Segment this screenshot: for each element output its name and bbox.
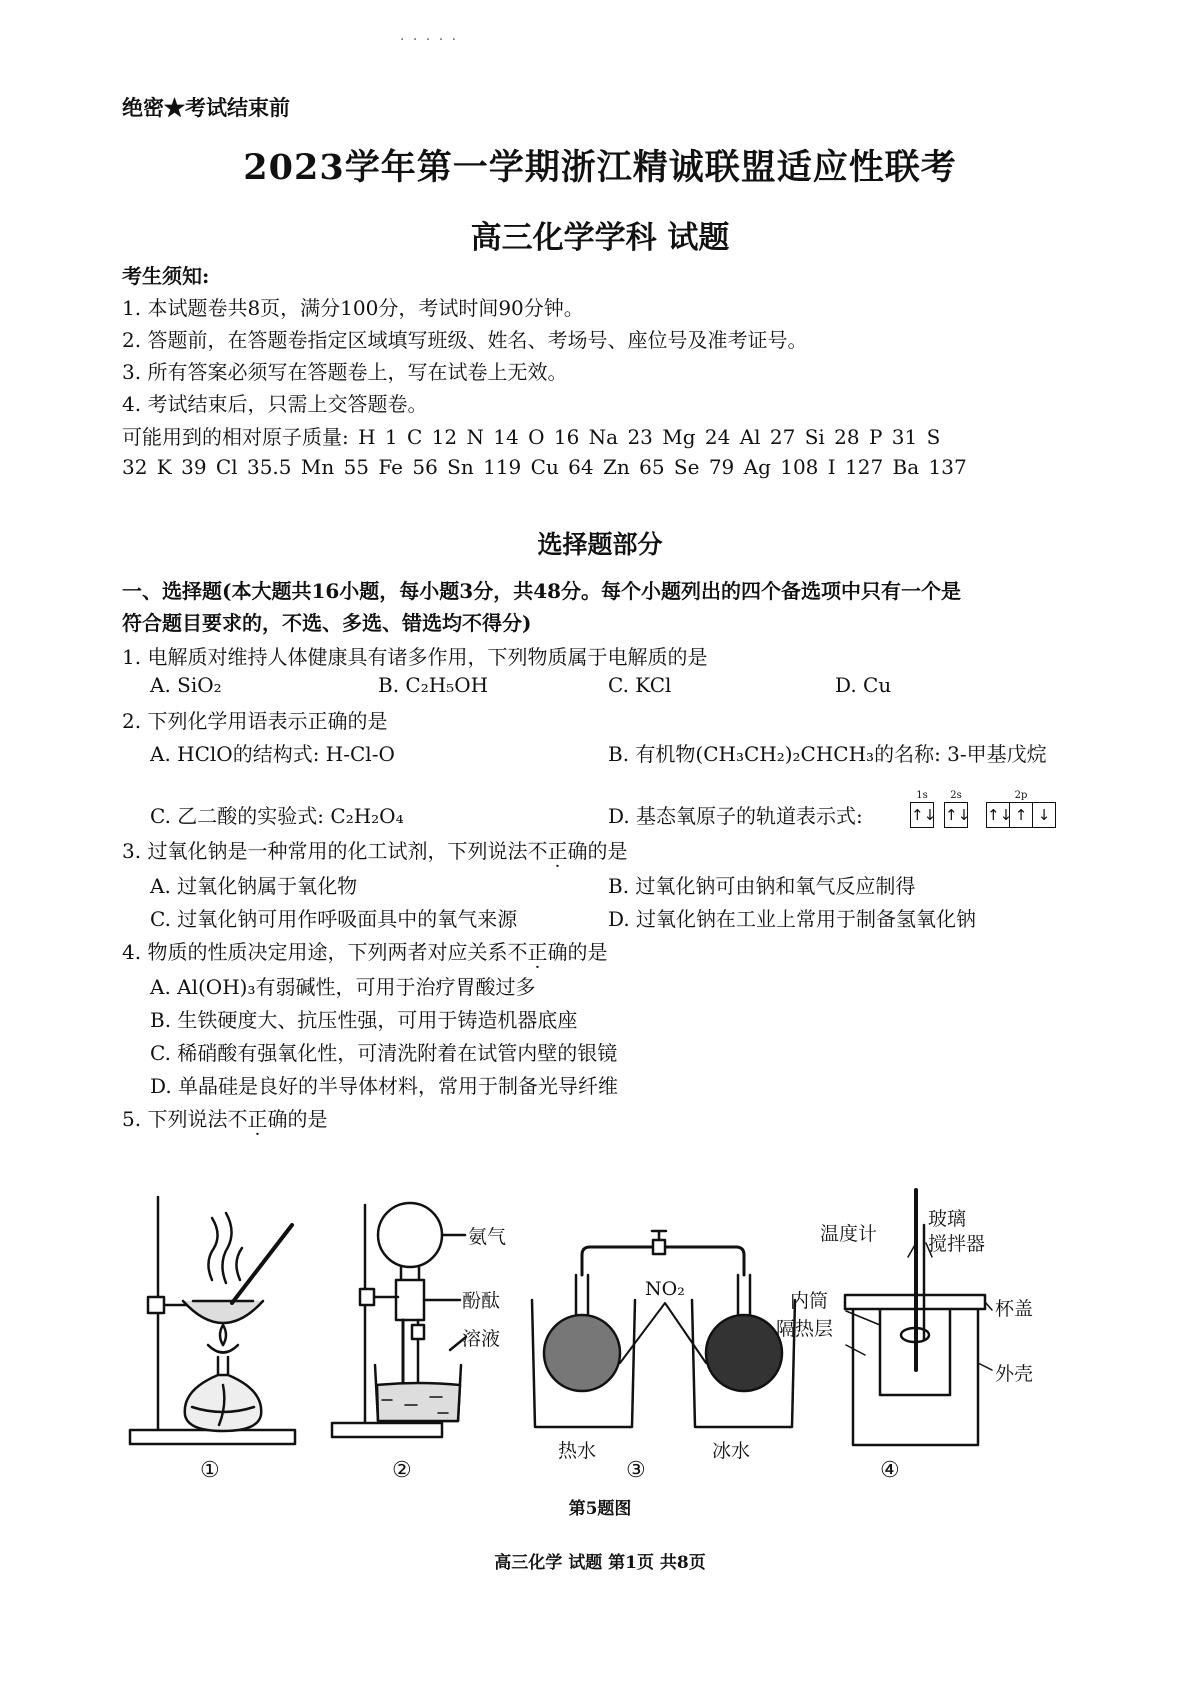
notice-item: 1. 本试题卷共8页，满分100分，考试时间90分钟。 (122, 296, 584, 320)
orbital-label-1s: 1s (916, 790, 928, 801)
label-ammonia: 氨气 (468, 1226, 507, 1248)
part1-intro-line-2: 符合题目要求的，不选、多选、错选均不得分) (122, 611, 532, 635)
part1-intro-line-1: 一、选择题(本大题共16小题，每小题3分，共48分。每个小题列出的四个备选项中只有一个是 (122, 579, 962, 603)
q1-option-c: C. KCl (608, 673, 672, 697)
scan-marks: · · · · · (400, 32, 459, 48)
q5-apparatus-figure (120, 1185, 1080, 1485)
label-ice-water: 冰水 (712, 1440, 751, 1462)
q4-stem-text-end: 的是 (567, 940, 608, 964)
notice-item: 4. 考试结束后，只需上交答题卷。 (122, 392, 428, 416)
orbital-box-1s: ↑↓ (911, 806, 937, 824)
q3-option-c: C. 过氧化钠可用作呼吸面具中的氧气来源 (150, 907, 518, 931)
q3-stem-text-end: 的是 (587, 839, 628, 863)
label-insulation: 隔热层 (776, 1318, 834, 1340)
label-hot-water: 热水 (558, 1440, 597, 1462)
section-title: 选择题部分 (537, 530, 663, 559)
q2-option-c: C. 乙二酸的实验式: C₂H₂O₄ (150, 804, 404, 828)
q5-stem (122, 1103, 327, 1132)
label-stirrer: 搅拌器 (928, 1233, 986, 1255)
orbital-box-2p: ↑ (1010, 803, 1033, 827)
q3-stem-text: 3. 过氧化钠是一种常用的化工试剂，下列说法 (122, 839, 528, 863)
orbital-label-2s: 2s (950, 790, 962, 801)
atomic-masses-line-2: 32 K 39 Cl 35.5 Mn 55 Fe 56 Sn 119 Cu 64 Zn 65 Se 79 Ag 108 I 127 Ba 137 (122, 455, 967, 479)
q4-option-a: A. Al(OH)₃有弱碱性，可用于治疗胃酸过多 (150, 975, 536, 999)
label-phenolphthalein: 酚酞 (462, 1290, 501, 1312)
label-solution: 溶液 (462, 1328, 501, 1350)
q3-option-b: B. 过氧化钠可由钠和氧气反应制得 (608, 874, 916, 898)
q1-option-a: A. SiO₂ (150, 673, 222, 697)
label-inner-cup: 内筒 (790, 1290, 829, 1312)
orbital-box-2p: ↑↓ (987, 803, 1010, 827)
q2-option-b: B. 有机物(CH₃CH₂)₂CHCH₃的名称: 3-甲基戊烷 (608, 742, 1047, 766)
figure-caption: 第5题图 (568, 1499, 632, 1519)
q3-option-d: D. 过氧化钠在工业上常用于制备氢氧化钠 (608, 907, 977, 931)
q5-stem-text: 5. 下列说法 (122, 1107, 228, 1131)
q2-stem: 2. 下列化学用语表示正确的是 (122, 709, 388, 733)
figure-number-1: ① (200, 1458, 220, 1483)
atomic-masses-line-1: 可能用到的相对原子质量: H 1 C 12 N 14 O 16 Na 23 Mg 24 Al 27 Si 28 P 31 S (122, 425, 941, 449)
q1-option-b: B. C₂H₅OH (378, 673, 489, 697)
q1-stem: 1. 电解质对维持人体健康具有诸多作用，下列物质属于电解质的是 (122, 645, 708, 669)
q4-option-d: D. 单晶硅是良好的半导体材料，常用于制备光导纤维 (150, 1074, 619, 1098)
notice-item: 2. 答题前，在答题卷指定区域填写班级、姓名、考场号、座位号及准考证号。 (122, 328, 808, 352)
orbital-label-2p: 2p (1014, 790, 1028, 801)
q1-option-d: D. Cu (835, 673, 892, 697)
q3-stem-emphasis: 不正确 (527, 839, 588, 863)
label-thermometer: 温度计 (820, 1223, 878, 1245)
apparatus-2-ammonia-fountain (332, 1203, 466, 1437)
q5-stem-emphasis: 不正确 (227, 1107, 288, 1131)
apparatus-3-no2-equilibrium (532, 1231, 795, 1427)
q5-stem-text-end: 的是 (287, 1107, 328, 1131)
figure-number-4: ④ (880, 1458, 900, 1483)
q3-stem (122, 835, 627, 864)
label-shell: 外壳 (995, 1363, 1034, 1385)
q2-option-a: A. HClO的结构式: H-Cl-O (150, 742, 395, 766)
orbital-box-2p: ↓ (1037, 806, 1051, 824)
q4-option-b: B. 生铁硬度大、抗压性强，可用于铸造机器底座 (150, 1008, 578, 1032)
q4-stem (122, 936, 607, 965)
oxygen-orbital-diagram (910, 790, 1056, 828)
q4-option-c: C. 稀硝酸有强氧化性，可清洗附着在试管内壁的银镜 (150, 1041, 618, 1065)
exam-title: 2023学年第一学期浙江精诚联盟适应性联考 (243, 147, 957, 188)
orbital-box-2s: ↑↓ (945, 806, 971, 824)
confidential-label: 绝密★考试结束前 (122, 95, 290, 120)
q4-stem-emphasis: 不正确 (507, 940, 568, 964)
page-footer: 高三化学 试题 第1页 共8页 (494, 1553, 706, 1573)
notice-item: 3. 所有答案必须写在答题卷上，写在试卷上无效。 (122, 360, 568, 384)
q4-stem-text: 4. 物质的性质决定用途，下列两者对应关系 (122, 940, 508, 964)
label-glass: 玻璃 (928, 1208, 967, 1230)
q2-option-d: D. 基态氧原子的轨道表示式: (608, 804, 863, 828)
exam-subtitle: 高三化学学科 试题 (470, 220, 730, 256)
label-lid: 杯盖 (995, 1298, 1034, 1320)
apparatus-1-evaporation (130, 1197, 295, 1444)
notice-heading: 考生须知: (122, 264, 210, 288)
label-no2: NO₂ (645, 1278, 685, 1300)
q3-option-a: A. 过氧化钠属于氧化物 (150, 874, 358, 898)
figure-number-3: ③ (626, 1458, 646, 1483)
figure-number-2: ② (392, 1458, 412, 1483)
